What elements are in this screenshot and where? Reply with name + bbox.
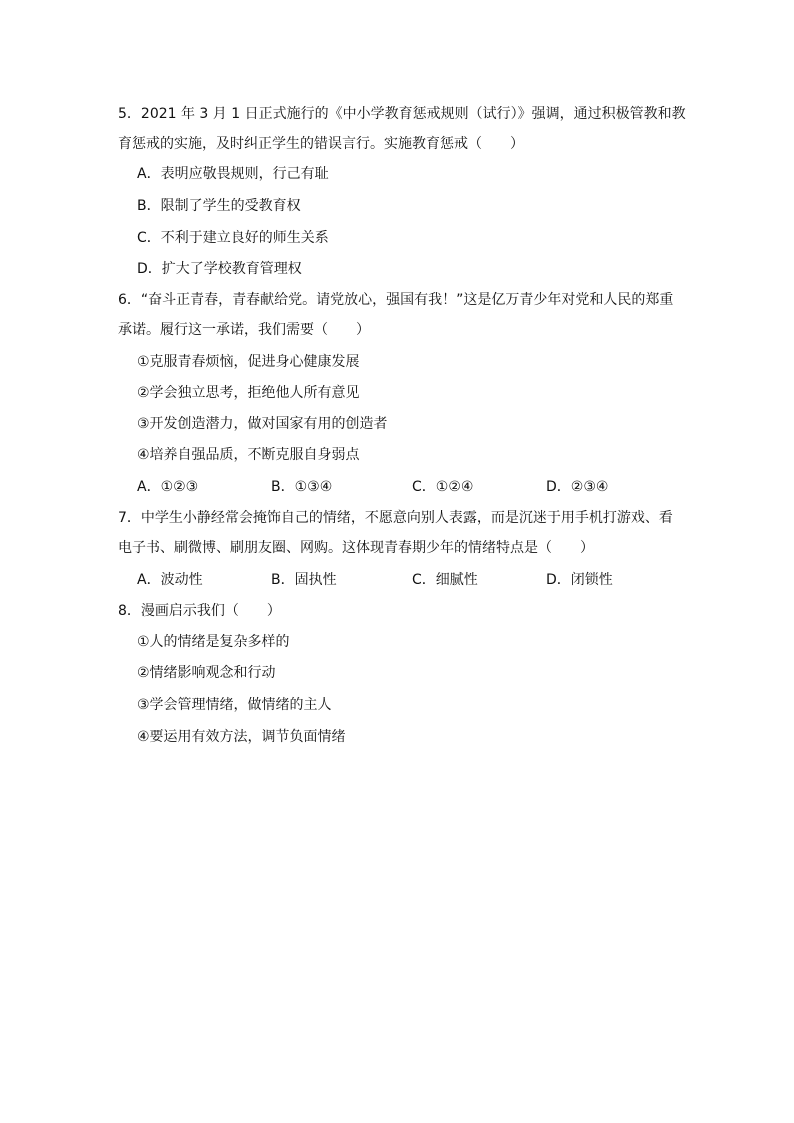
question-8-stem-line-1: 8．漫画启示我们（ ） [118,603,281,619]
question-8-statement-1: ①人的情绪是复杂多样的 [137,634,290,650]
question-5-option-b: B．限制了学生的受教育权 [137,198,301,214]
question-6-option-a: A．①②③ [137,479,199,495]
question-6-option-b: B．①③④ [271,479,333,495]
question-5-option-a: A．表明应敬畏规则，行己有耻 [137,166,329,182]
question-7-option-a: A．波动性 [137,572,203,588]
question-7-stem-line-2: 电子书、刷微博、刷朋友圈、网购。这体现青春期少年的情绪特点是（ ） [118,540,594,556]
question-7-option-c: C．细腻性 [412,572,478,588]
question-6-stem-line-2: 承诺。履行这一承诺，我们需要（ ） [118,322,370,338]
question-7-options [137,570,677,590]
question-6-option-d: D．②③④ [546,479,609,495]
question-7-stem-line-1: 7．中学生小静经常会掩饰自己的情绪，不愿意向别人表露，而是沉迷于用手机打游戏、看 [118,510,673,526]
question-6-statement-1: ①克服青春烦恼，促进身心健康发展 [137,354,360,370]
question-6-statement-4: ④培养自强品质，不断克服自身弱点 [137,447,360,463]
question-8-statement-2: ②情绪影响观念和行动 [137,665,276,681]
question-6-stem-line-1: 6．“奋斗正青春，青春献给党。请党放心，强国有我！”这是亿万青少年对党和人民的郑重 [118,292,674,308]
question-5-stem-line-1: 5．2021 年 3 月 1 日正式施行的《中小学教育惩戒规则（试行）》强调，通过积极管教和教 [118,106,686,122]
question-7-option-d: D．闭锁性 [546,572,613,588]
question-6-statement-2: ②学会独立思考，拒绝他人所有意见 [137,385,360,401]
question-7-option-b: B．固执性 [271,572,337,588]
question-5-option-c: C．不利于建立良好的师生关系 [137,230,329,246]
question-6-statement-3: ③开发创造潜力，做对国家有用的创造者 [137,416,388,432]
question-5-option-d: D．扩大了学校教育管理权 [137,261,302,277]
question-8-statement-4: ④要运用有效方法，调节负面情绪 [137,729,346,745]
question-6-options [137,477,677,497]
question-8-statement-3: ③学会管理情绪，做情绪的主人 [137,697,332,713]
question-5-stem-line-2: 育惩戒的实施，及时纠正学生的错误言行。实施教育惩戒（ ） [118,136,524,152]
question-6-option-c: C．①②④ [412,479,474,495]
